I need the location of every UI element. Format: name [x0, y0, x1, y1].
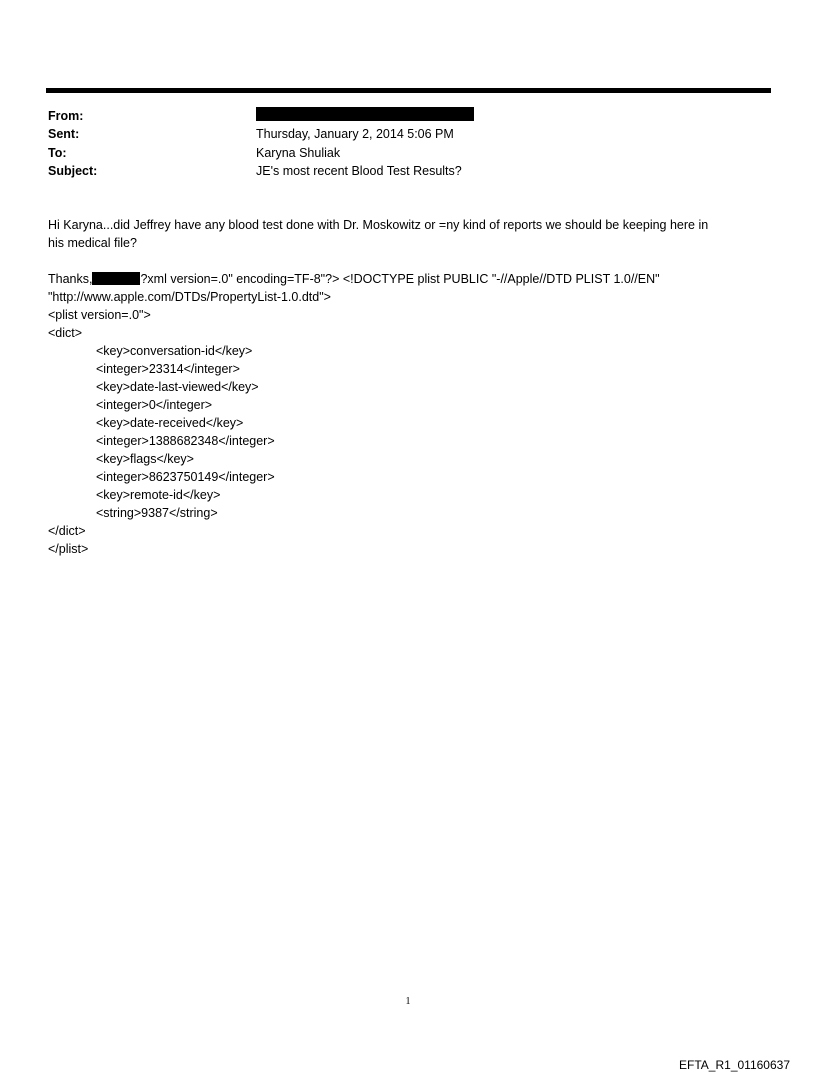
plist-entry: <integer>1388682348</integer>	[96, 434, 275, 448]
plist-entry: <key>date-received</key>	[96, 416, 244, 430]
to-label: To:	[48, 146, 67, 160]
header-divider	[46, 88, 771, 93]
to-value: Karyna Shuliak	[256, 146, 341, 160]
plist-open: <plist version=.0">	[48, 308, 151, 322]
redaction-block	[256, 107, 474, 121]
plist-entry: <integer>0</integer>	[96, 398, 213, 412]
plist-entry: <string>9387</string>	[96, 506, 218, 520]
dtd-line: "http://www.apple.com/DTDs/PropertyList-1.0.dtd">	[48, 290, 331, 304]
subject-label: Subject:	[48, 164, 98, 178]
thanks-text: Thanks,	[48, 272, 93, 286]
xml-declaration: ?xml version=.0" encoding=TF-8"?> <!DOCTYPE plist PUBLIC "-//Apple//DTD PLIST 1.0//EN"	[140, 272, 660, 286]
bates-number: EFTA_R1_01160637	[679, 1058, 790, 1072]
dict-open: <dict>	[48, 326, 83, 340]
dict-close: </dict>	[48, 524, 86, 538]
body-line-2: his medical file?	[48, 236, 137, 250]
plist-entry: <integer>23314</integer>	[96, 362, 240, 376]
plist-entry: <integer>8623750149</integer>	[96, 470, 275, 484]
thanks-line	[48, 270, 660, 288]
from-value-redacted	[256, 105, 474, 121]
sent-label: Sent:	[48, 127, 80, 141]
redaction-block	[92, 272, 140, 285]
body-line-1: Hi Karyna...did Jeffrey have any blood test done with Dr. Moskowitz or =ny kind of reports we should be keeping here in	[48, 218, 709, 232]
plist-entry: <key>date-last-viewed</key>	[96, 380, 259, 394]
plist-entry: <key>flags</key>	[96, 452, 194, 466]
sent-value: Thursday, January 2, 2014 5:06 PM	[256, 127, 454, 141]
page-number: 1	[405, 996, 411, 1007]
from-label: From:	[48, 109, 84, 123]
plist-close: </plist>	[48, 542, 89, 556]
subject-value: JE's most recent Blood Test Results?	[256, 164, 462, 178]
plist-entry: <key>conversation-id</key>	[96, 344, 253, 358]
plist-entry: <key>remote-id</key>	[96, 488, 221, 502]
